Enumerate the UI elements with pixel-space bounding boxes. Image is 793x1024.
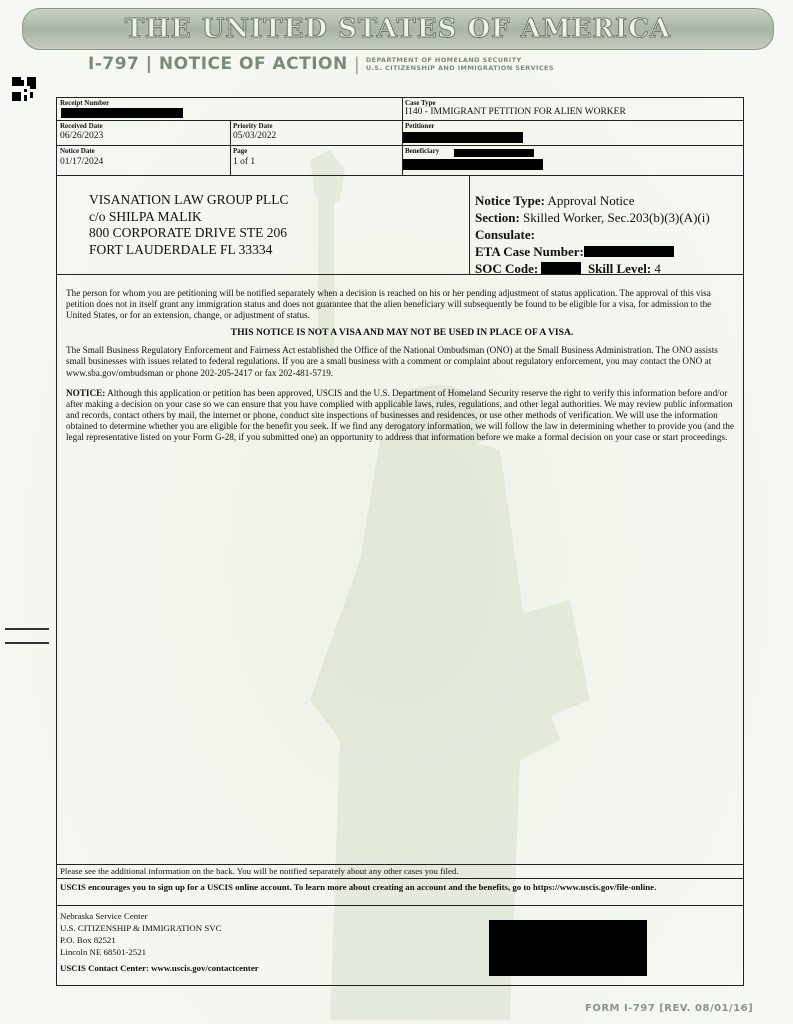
online-account-box <box>57 878 743 906</box>
consulate-line <box>475 226 710 243</box>
see-back-text: Please see the additional information on the back. You will be notified separately about any other cases you filed. <box>60 866 459 876</box>
notice-date-cell <box>57 146 231 175</box>
redacted-petitioner <box>403 132 523 143</box>
case-type-value: I140 - IMMIGRANT PETITION FOR ALIEN WORKER <box>405 107 626 117</box>
see-back-line <box>57 864 743 877</box>
agency-line: U.S. CITIZENSHIP AND IMMIGRATION SERVICES <box>365 64 554 72</box>
skill-level-value: 4 <box>654 261 661 276</box>
notice-body <box>66 288 738 449</box>
notice-label: NOTICE: <box>66 387 106 398</box>
body-paragraph: The Small Business Regulatory Enforcement and Fairness Act established the Office of the National Ombudsman (ONO) at the Small Business Administration. The ONO assists small businesses with issues related to federal regulations. If you are a small business with a comment or complaint about regulatory enforcement, you may contact the ONO at www.sba.gov/ombudsman or phone 202-205-2417 or fax 202-481-5719. <box>66 345 718 378</box>
eta-line <box>475 243 710 260</box>
visa-warning: THIS NOTICE IS NOT A VISA AND MAY NOT BE USED IN PLACE OF A VISA. <box>230 327 574 339</box>
banner-header <box>22 8 774 50</box>
contact-center: USCIS Contact Center: www.uscis.gov/contactcenter <box>60 963 259 973</box>
receipt-number-cell <box>57 98 403 120</box>
petitioner-label: Petitioner <box>405 122 435 130</box>
row-dates <box>57 121 743 146</box>
soc-label: SOC Code: <box>475 261 539 276</box>
priority-date-label: Priority Date <box>233 122 273 130</box>
form-title: I-797 | NOTICE OF ACTION <box>88 54 348 74</box>
service-center-line: Nebraska Service Center <box>60 911 148 921</box>
body-paragraph <box>66 388 738 443</box>
notice-type-label: Notice Type: <box>475 193 545 208</box>
mailing-address <box>89 192 289 258</box>
notice-date-value: 01/17/2024 <box>60 157 104 167</box>
redacted-receipt-number <box>61 108 183 118</box>
address-line: c/o SHILPA MALIK <box>89 208 202 224</box>
eta-label: ETA Case Number: <box>475 244 584 259</box>
department-block <box>366 56 554 72</box>
service-center-line: U.S. CITIZENSHIP & IMMIGRATION SVC <box>60 923 222 933</box>
service-center-line: Lincoln NE 68501-2521 <box>60 947 147 957</box>
redacted-beneficiary-id <box>403 159 543 170</box>
service-center-address <box>60 910 259 974</box>
scan-mark <box>5 628 49 630</box>
service-center-line: P.O. Box 82521 <box>60 935 116 945</box>
case-type-label: Case Type <box>405 99 436 107</box>
form-number: FORM I-797 [REV. 08/01/16] <box>585 1003 754 1014</box>
address-line: FORT LAUDERDALE FL 33334 <box>89 241 273 257</box>
notice-type-line <box>475 192 710 209</box>
scan-mark <box>5 642 49 644</box>
beneficiary-label: Beneficiary <box>405 147 440 155</box>
row-notice-date <box>57 146 743 176</box>
consulate-label: Consulate: <box>475 227 535 242</box>
row-receipt <box>57 98 743 121</box>
soc-line <box>475 260 710 277</box>
page-label: Page <box>233 147 248 155</box>
body-paragraph: The person for whom you are petitioning will be notified separately when a decision is reached on his or her pending adjustment of status application. The approval of this visa petition does not in itself grant any immigration status and does not guarantee that the alien beneficiary will subsequently be found to be eligible for a visa, for admission to the United States, or for an extension, change, or adjustment of status. <box>66 288 712 321</box>
page-cell <box>230 146 403 175</box>
redacted-eta-number <box>584 246 674 257</box>
notice-form <box>56 97 744 986</box>
notice-type-value: Approval Notice <box>547 193 635 208</box>
redacted-beneficiary-name <box>454 149 534 157</box>
address-line: VISANATION LAW GROUP PLLC <box>89 192 289 207</box>
department-line: DEPARTMENT OF HOMELAND SECURITY <box>365 56 522 64</box>
skill-level-label: Skill Level: <box>587 261 652 276</box>
beneficiary-cell <box>402 146 743 175</box>
form-title-row <box>88 52 554 76</box>
page-value: 1 of 1 <box>233 157 256 167</box>
section-label: Section: <box>475 210 520 225</box>
separator: | <box>353 53 360 75</box>
priority-date-value: 05/03/2022 <box>233 131 277 141</box>
online-account-text: USCIS encourages you to sign up for a USCIS online account. To learn more about creating an account and the benefits, go to https://www.uscis.gov/file-online. <box>60 882 657 892</box>
received-date-cell <box>57 121 231 145</box>
priority-date-cell <box>230 121 403 145</box>
notice-text: Although this application or petition has been approved, USCIS and the U.S. Department of Homeland Security reserve the right to verify this information before and/or after making a decision on your case so we can ensure that you have complied with applicable laws, rules, regulations, and other legal authorities. We may review public information and records, contact others by mail, the internet or phone, conduct site inspections of businesses and residences, or use other methods of verification. We will use the information obtained to determine whether you are eligible for the benefit you seek. If we find any derogatory information, we will follow the law in determining whether to provide you (and the legal representative listed on your Form G-28, if you submitted one) an opportunity to address that information before we make a formal decision on your case or start proceedings. <box>66 387 734 443</box>
notice-date-label: Notice Date <box>60 147 95 155</box>
receipt-number-label: Receipt Number <box>60 99 110 107</box>
petitioner-cell <box>402 121 743 145</box>
section-value: Skilled Worker, Sec.203(b)(3)(A)(i) <box>523 210 710 225</box>
received-date-label: Received Date <box>60 122 103 130</box>
redacted-barcode <box>489 920 647 976</box>
section-line <box>475 209 710 226</box>
qr-code-icon <box>12 77 36 101</box>
notice-details <box>475 192 710 277</box>
received-date-value: 06/26/2023 <box>60 131 104 141</box>
redacted-soc-code <box>541 262 581 274</box>
banner-title: THE UNITED STATES OF AMERICA <box>124 14 672 44</box>
case-type-cell <box>402 98 743 120</box>
address-line: 800 CORPORATE DRIVE STE 206 <box>89 225 288 240</box>
